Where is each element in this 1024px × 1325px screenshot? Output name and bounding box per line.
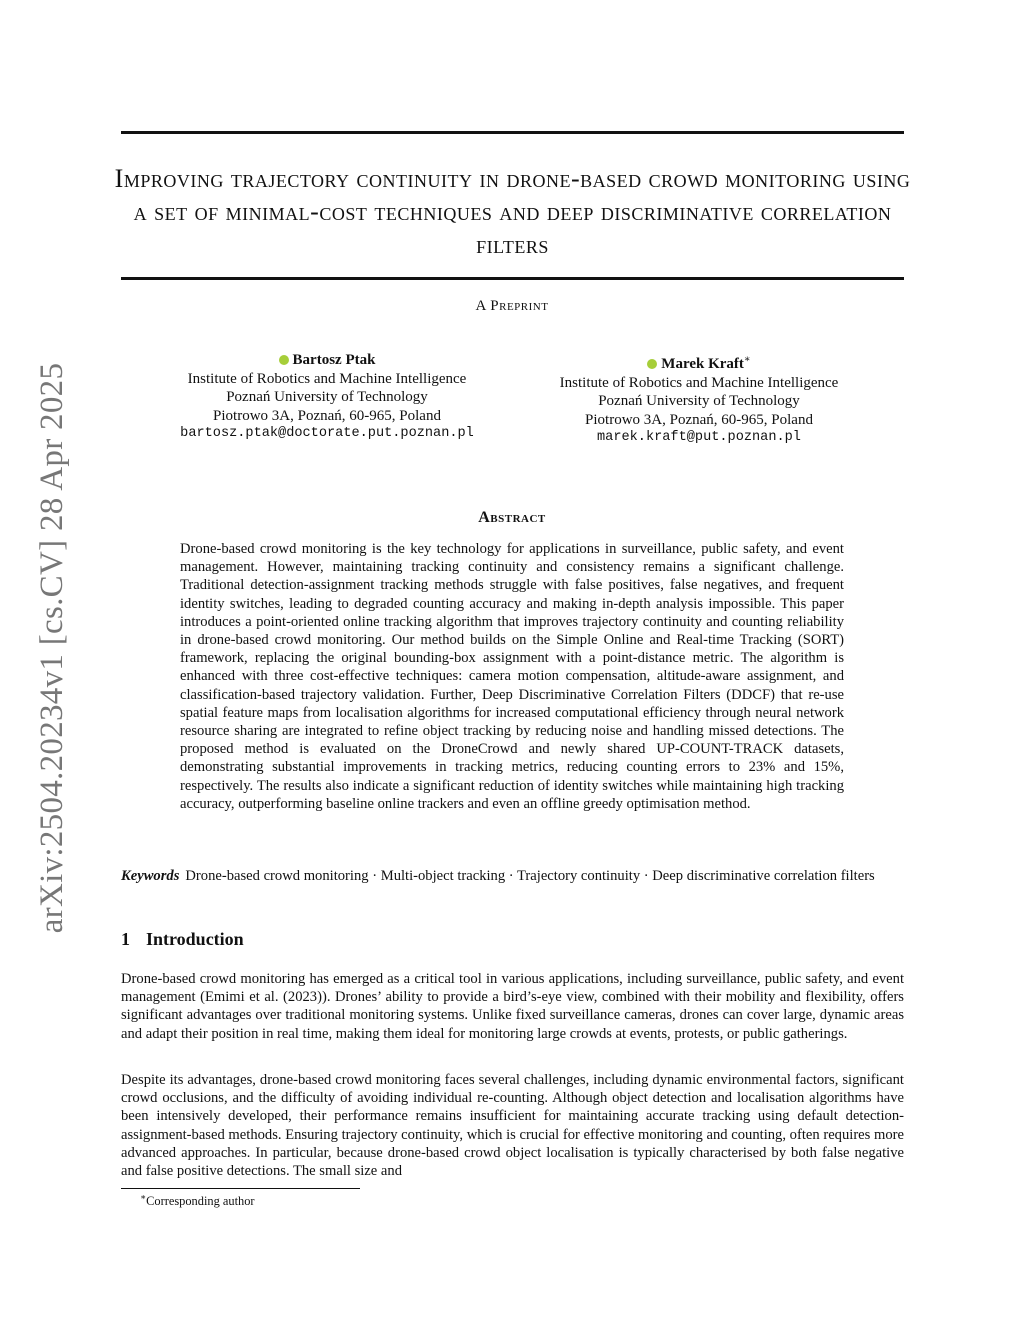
footnote-rule <box>121 1188 360 1189</box>
author-email[interactable]: bartosz.ptak@doctorate.put.poznan.pl <box>180 426 474 441</box>
author-block-2 <box>519 351 879 448</box>
corresponding-mark: ∗ <box>743 354 751 365</box>
orcid-icon[interactable] <box>279 355 289 365</box>
section-title: Introduction <box>146 929 244 949</box>
author-university: Poznań University of Technology <box>598 393 800 409</box>
footnote-text: Corresponding author <box>146 1194 255 1209</box>
author-name: Marek Kraft <box>661 356 744 372</box>
abstract-text: Drone-based crowd monitoring is the key technology for applications in surveillance, public safety, and event management. However, maintaining tracking continuity and consistency remains a significant challenge. Traditional detection-assignment tracking methods struggle with false positives, false negatives, and frequent identity switches, leading to degraded counting accuracy and making in-depth analysis impossible. This paper introduces a point-oriented online tracking algorithm that improves trajectory continuity and counting reliability in drone-based crowd monitoring. Our method builds on the Simple Online and Real-time Tracking (SORT) framework, replacing the original bounding-box assignment with a point-distance metric. The algorithm is enhanced with three cost-effective techniques: camera motion compensation, altitude-aware assignment, and classification-based trajectory validation. Further, Deep Discriminative Correlation Filters (DDCF) that re-use spatial feature maps from localisation algorithms for increased computational efficiency through neural network resource sharing are integrated to refine object tracking by reducing noise and handling missed detections. The proposed method is evaluated on the DroneCrowd and newly shared UP-COUNT-TRACK datasets, demonstrating substantial improvements in tracking metrics, reducing counting errors to 23% and 15%, respectively. The results also indicate a significant reduction of identity switches while maintaining high tracking accuracy, outperforming baseline online trackers and even an offline greedy optimisation method. <box>180 541 844 812</box>
abstract-heading: Abstract <box>478 509 546 526</box>
keywords <box>121 867 904 885</box>
footnote-mark: ∗ <box>140 1192 147 1202</box>
author-address: Piotrowo 3A, Poznań, 60-965, Poland <box>585 411 813 428</box>
author-institute: Institute of Robotics and Machine Intelligence <box>559 374 839 391</box>
section-number: 1 <box>121 929 130 949</box>
author-institute: Institute of Robotics and Machine Intelligence <box>187 370 467 387</box>
author-university: Poznań University of Technology <box>226 389 428 405</box>
title-bottom-rule <box>121 277 904 280</box>
footnote <box>140 1192 255 1209</box>
author-address: Piotrowo 3A, Poznań, 60-965, Poland <box>213 407 441 424</box>
keywords-label: Keywords <box>121 868 180 884</box>
section-heading-introduction <box>121 929 244 950</box>
author-block-1 <box>147 351 507 444</box>
author-name: Bartosz Ptak <box>292 352 376 368</box>
author-email[interactable]: marek.kraft@put.poznan.pl <box>597 430 801 445</box>
preprint-label: A Preprint <box>475 298 549 314</box>
orcid-icon[interactable] <box>647 359 657 369</box>
keywords-text: Drone-based crowd monitoring · Multi-object tracking · Trajectory continuity · Deep discriminative correlation filters <box>185 868 875 884</box>
intro-paragraph-1: Drone-based crowd monitoring has emerged as a critical tool in various applications, including surveillance, public safety, and event management (Emimi et al. (2023)). Drones’ ability to provide a bird’s-eye view, combined with their mobility and flexibility, offers significant advantages over traditional monitoring systems. Unlike fixed surveillance cameras, drones can cover large, dynamic areas and adapt their position in real time, making them ideal for monitoring large crowds at events, protests, or public gatherings. <box>121 971 904 1042</box>
paper-title: Improving trajectory continuity in drone-based crowd monitoring using a set of minimal-cost techniques and deep discriminative correlation filters <box>114 164 911 259</box>
title-top-rule <box>121 131 904 134</box>
intro-paragraph-2: Despite its advantages, drone-based crowd monitoring faces several challenges, including dynamic environmental factors, significant crowd occlusions, and the difficulty of avoiding individual re-counting. Although object detection and localisation algorithms have been intensively developed, their performance remains insufficient for maintaining accurate tracking using default detection-assignment-based methods. Ensuring trajectory continuity, which is crucial for effective monitoring and counting, often requires more advanced approaches. In particular, because drone-based crowd object localisation is typically characterised by both false negative and false positive detections. The small size and <box>121 1072 904 1180</box>
arxiv-sidebar-stamp: arXiv:2504.20234v1 [cs.CV] 28 Apr 2025 <box>34 362 70 934</box>
